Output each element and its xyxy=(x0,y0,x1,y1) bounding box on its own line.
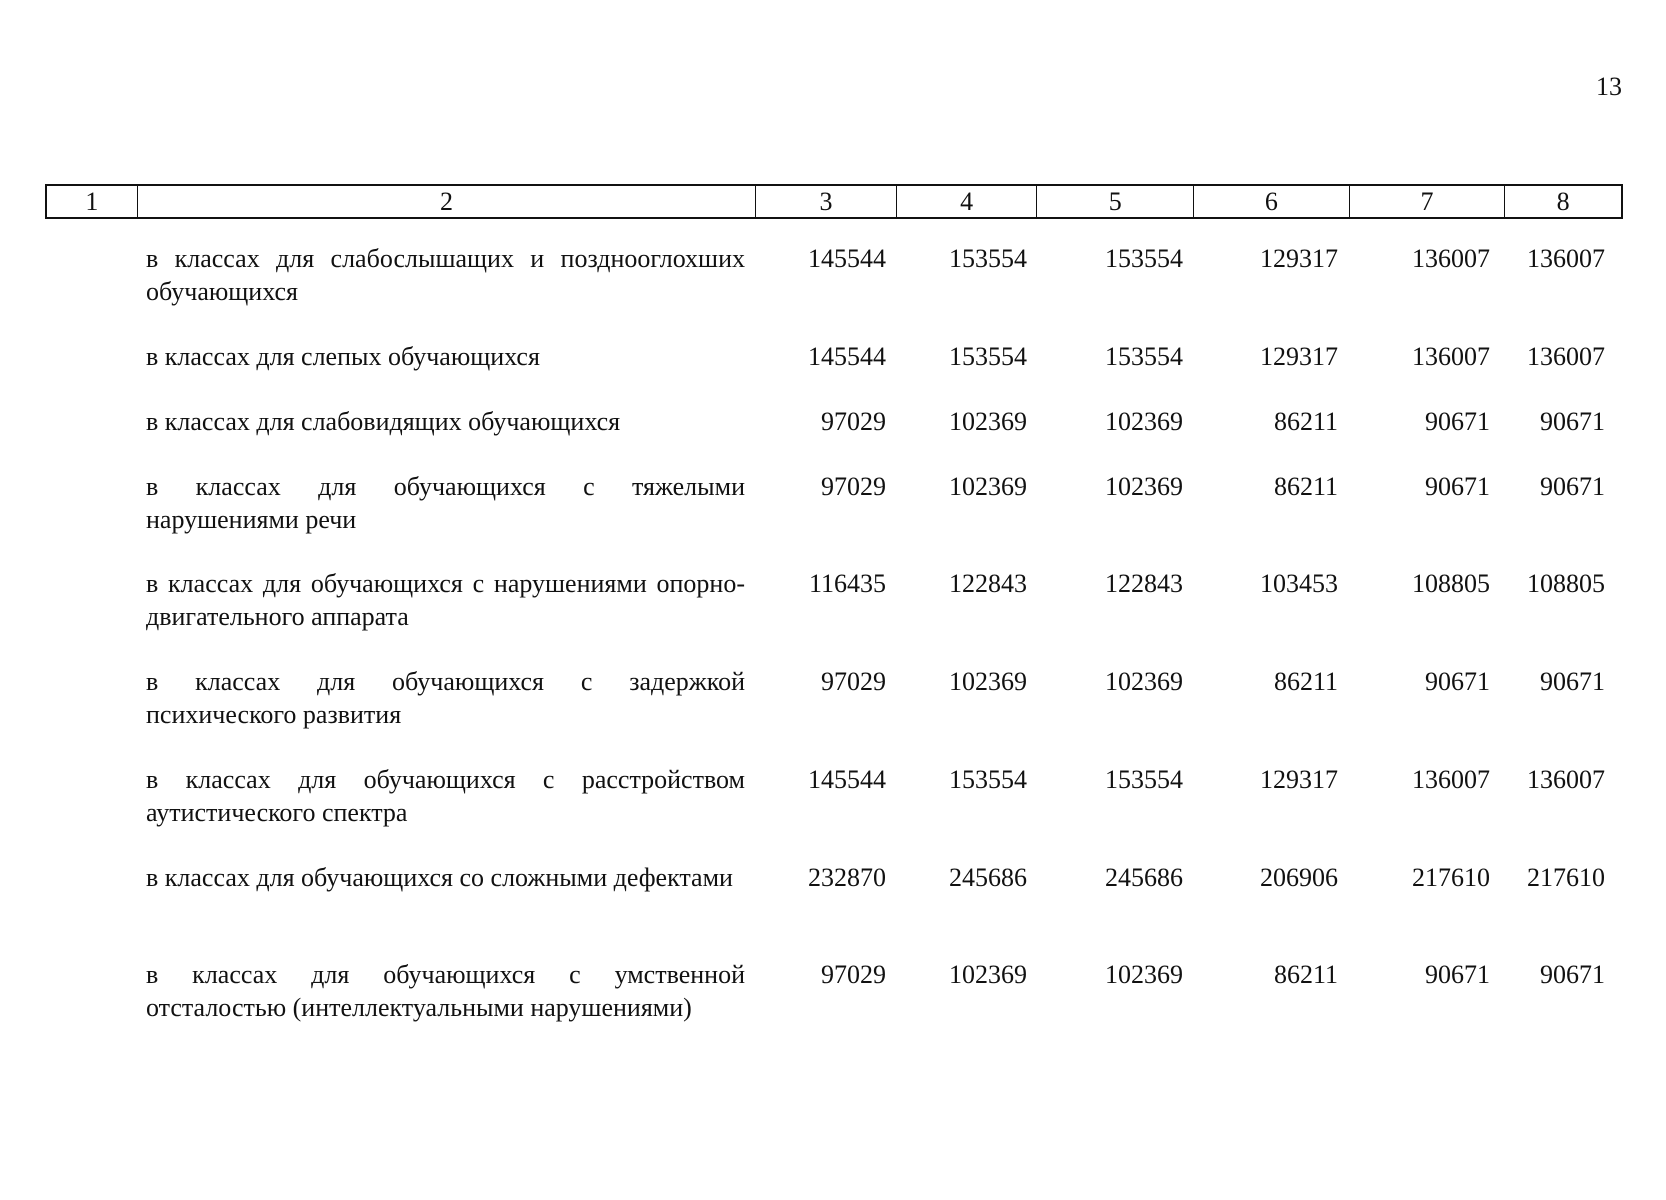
row-value-col-3: 145544 xyxy=(808,244,886,273)
column-header-4: 4 xyxy=(897,186,1038,217)
row-value-col-6: 129317 xyxy=(1260,342,1338,371)
row-value-col-6: 206906 xyxy=(1260,863,1338,892)
row-value-col-8: 136007 xyxy=(1527,765,1605,794)
table-row xyxy=(0,763,1666,833)
table-row xyxy=(0,242,1666,312)
row-value-col-5: 153554 xyxy=(1105,244,1183,273)
row-value-col-4: 102369 xyxy=(949,407,1027,436)
row-value-col-5: 245686 xyxy=(1105,863,1183,892)
row-value-col-6: 86211 xyxy=(1273,407,1338,436)
column-header-1: 1 xyxy=(47,186,138,217)
table-row xyxy=(0,340,1666,410)
table-row xyxy=(0,665,1666,735)
row-value-col-4: 102369 xyxy=(949,667,1027,696)
row-value-col-5: 122843 xyxy=(1105,569,1183,598)
column-header-2: 2 xyxy=(138,186,756,217)
row-value-col-4: 102369 xyxy=(949,472,1027,501)
row-label: в классах для обучающихся с расстройством аутистического спектра xyxy=(146,765,745,827)
table-row xyxy=(0,958,1666,1028)
column-header-3: 3 xyxy=(756,186,897,217)
row-value-col-4: 245686 xyxy=(949,863,1027,892)
row-value-col-3: 232870 xyxy=(808,863,886,892)
row-label: в классах для обучающихся со сложными дефектами xyxy=(146,863,733,892)
row-value-col-7: 136007 xyxy=(1412,244,1490,273)
row-value-col-8: 90671 xyxy=(1540,472,1605,501)
row-value-col-3: 97029 xyxy=(821,407,886,436)
row-value-col-5: 102369 xyxy=(1105,472,1183,501)
row-value-col-3: 116435 xyxy=(808,569,886,598)
row-value-col-6: 103453 xyxy=(1260,569,1338,598)
row-value-col-7: 136007 xyxy=(1412,765,1490,794)
row-value-col-4: 102369 xyxy=(949,960,1027,989)
row-value-col-8: 217610 xyxy=(1527,863,1605,892)
row-label: в классах для обучающихся с нарушениями опорно-двигательного аппарата xyxy=(146,569,745,631)
row-value-col-6: 129317 xyxy=(1260,765,1338,794)
row-label: в классах для обучающихся с тяжелыми нарушениями речи xyxy=(146,472,745,534)
row-value-col-6: 86211 xyxy=(1273,960,1338,989)
column-header-5: 5 xyxy=(1037,186,1194,217)
row-value-col-8: 108805 xyxy=(1527,569,1605,598)
row-value-col-7: 217610 xyxy=(1412,863,1490,892)
row-value-col-8: 90671 xyxy=(1540,667,1605,696)
row-value-col-7: 90671 xyxy=(1425,407,1490,436)
row-value-col-4: 153554 xyxy=(949,765,1027,794)
column-header-6: 6 xyxy=(1194,186,1350,217)
row-value-col-5: 153554 xyxy=(1105,765,1183,794)
column-header-8: 8 xyxy=(1556,186,1570,216)
row-value-col-4: 153554 xyxy=(949,342,1027,371)
row-value-col-4: 122843 xyxy=(949,569,1027,598)
row-label: в классах для слепых обучающихся xyxy=(146,342,540,371)
row-value-col-5: 153554 xyxy=(1105,342,1183,371)
row-value-col-7: 90671 xyxy=(1425,667,1490,696)
table-header-row xyxy=(45,184,1623,219)
row-value-col-6: 129317 xyxy=(1260,244,1338,273)
row-value-col-5: 102369 xyxy=(1105,667,1183,696)
row-value-col-4: 153554 xyxy=(949,244,1027,273)
row-label: в классах для обучающихся с задержкой психического развития xyxy=(146,667,745,729)
row-value-col-8: 136007 xyxy=(1527,342,1605,371)
row-label: в классах для обучающихся с умственной отсталостью (интеллектуальными нарушениями) xyxy=(146,960,745,1022)
row-label: в классах для слабовидящих обучающихся xyxy=(146,407,621,436)
table-row xyxy=(0,861,1666,931)
row-value-col-6: 86211 xyxy=(1273,667,1338,696)
row-value-col-3: 97029 xyxy=(821,667,886,696)
row-value-col-3: 145544 xyxy=(808,765,886,794)
table-row xyxy=(0,470,1666,540)
row-value-col-8: 90671 xyxy=(1540,960,1605,989)
row-value-col-7: 90671 xyxy=(1425,960,1490,989)
page-number: 13 xyxy=(1596,72,1622,101)
row-value-col-5: 102369 xyxy=(1105,960,1183,989)
row-value-col-5: 102369 xyxy=(1105,407,1183,436)
row-value-col-7: 108805 xyxy=(1412,569,1490,598)
row-value-col-7: 136007 xyxy=(1412,342,1490,371)
column-header-7: 7 xyxy=(1350,186,1506,217)
row-value-col-8: 136007 xyxy=(1527,244,1605,273)
row-label: в классах для слабослышащих и позднооглохших обучающихся xyxy=(146,244,745,306)
row-value-col-6: 86211 xyxy=(1273,472,1338,501)
table-row xyxy=(0,567,1666,637)
row-value-col-3: 97029 xyxy=(821,472,886,501)
row-value-col-3: 145544 xyxy=(808,342,886,371)
row-value-col-7: 90671 xyxy=(1425,472,1490,501)
row-value-col-8: 90671 xyxy=(1540,407,1605,436)
row-value-col-3: 97029 xyxy=(821,960,886,989)
table-row xyxy=(0,405,1666,475)
